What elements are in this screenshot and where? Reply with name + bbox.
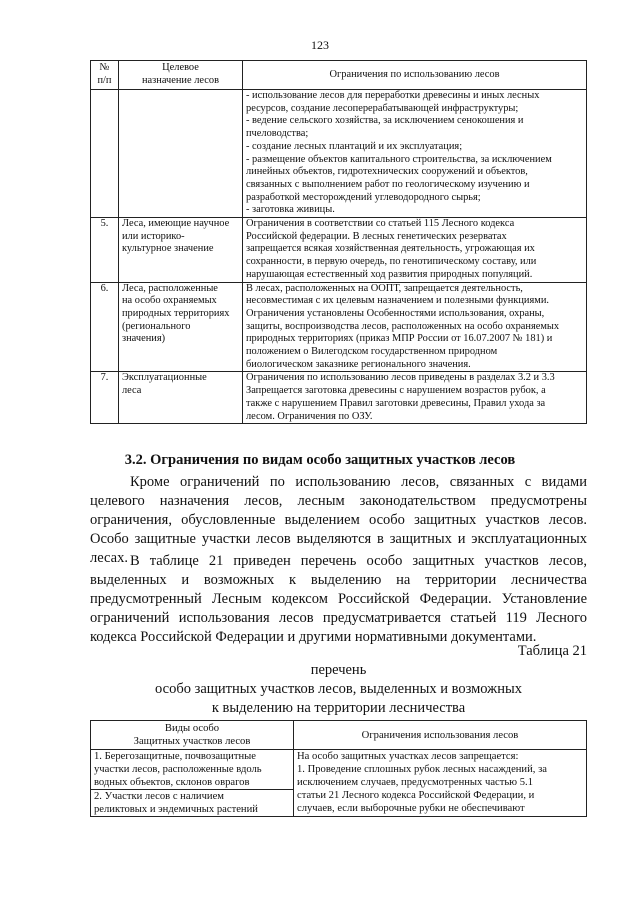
cell-line: участки лесов, расположенные вдоль bbox=[94, 764, 262, 775]
cell-line: Ограничения по использованию лесов приведены в разделах 3.2 и 3.3 bbox=[246, 372, 555, 384]
row-number: 7. bbox=[91, 372, 119, 424]
paragraph-line: Кроме ограничений по использованию лесов, связанных с видами bbox=[130, 474, 587, 490]
section-title: 3.2. Ограничения по видам особо защитных участков лесов bbox=[124, 452, 516, 468]
cell-line: связанных с выполнением работ по геологическому изучению и bbox=[246, 178, 530, 190]
paragraph-line: кодекса Российской Федерации и другими нормативными документами. bbox=[90, 629, 537, 646]
cell-line: случаев, если выборочные рубки не обеспечивают bbox=[297, 803, 525, 814]
cell-line: лесом. Ограничения по ОЗУ. bbox=[246, 410, 373, 422]
row-number: 5. bbox=[91, 218, 119, 283]
purpose-cell bbox=[119, 218, 243, 283]
page-number: 123 bbox=[311, 38, 329, 52]
cell-line: Леса, расположенные bbox=[122, 282, 218, 294]
cell-line: положением о Вилегодском государственном природном bbox=[246, 346, 498, 358]
cell-line: - размещение объектов капитального строительства, за исключением bbox=[246, 153, 552, 165]
cell-line: водных объектов, склонов оврагов bbox=[94, 777, 250, 788]
cell-line: сохранности, в первую очередь, по генотипическому составу, или bbox=[246, 256, 537, 268]
restrictions-cell bbox=[243, 90, 587, 218]
cell-line: разработкой месторождений углеводородного сырья; bbox=[246, 191, 481, 203]
header-restrictions: Ограничения использования лесов bbox=[294, 721, 587, 750]
cell-line: значения) bbox=[122, 333, 166, 345]
paragraph-line: Особо защитные участки лесов выделяются в защитных и эксплуатационных bbox=[90, 531, 587, 548]
cell-line: Эксплуатационные bbox=[122, 372, 207, 384]
paragraph-line: лесах. bbox=[90, 550, 128, 567]
cell-line: запрещается всякая хозяйственная деятельность, угрожающая их bbox=[246, 243, 535, 255]
row-number: 6. bbox=[91, 282, 119, 372]
table-row bbox=[91, 90, 587, 218]
cell-line: природных территориях bbox=[122, 307, 230, 319]
cell-line: - заготовка живицы. bbox=[246, 204, 335, 216]
cell-line: несовместимая с их целевым назначением и полезными функциями. bbox=[246, 295, 549, 307]
paragraph-line: предусмотренный Лесным кодексом Российской Федерации. Установление bbox=[90, 591, 587, 608]
table-row bbox=[91, 750, 587, 790]
cell-line: или историко- bbox=[122, 230, 185, 242]
table-row bbox=[91, 372, 587, 424]
paragraph-line: выделенных и возможных к выделению на территории лесничества bbox=[90, 572, 587, 589]
purpose-cell bbox=[119, 282, 243, 372]
restrictions-by-purpose-table bbox=[90, 60, 587, 424]
table-label: Таблица 21 bbox=[517, 643, 587, 659]
cell-line: (регионального bbox=[122, 320, 191, 332]
cell-line: 1. Берегозащитные, почвозащитные bbox=[94, 751, 256, 762]
paragraph-line: В таблице 21 приведен перечень особо защитных участков лесов, bbox=[130, 553, 587, 569]
kind-cell bbox=[91, 790, 294, 817]
cell-line: ресурсов, создание лесоперерабатывающей инфраструктуры; bbox=[246, 102, 519, 114]
restrictions-cell bbox=[294, 750, 587, 817]
table-row bbox=[91, 282, 587, 372]
cell-line: леса bbox=[122, 385, 142, 397]
cell-line: пчеловодства; bbox=[246, 128, 309, 140]
table-caption-line3: к выделению на территории лесничества bbox=[211, 700, 466, 716]
page-bottom-margin bbox=[0, 823, 640, 913]
cell-line: на особо охраняемых bbox=[122, 295, 217, 307]
cell-line: Российской федерации. В лесных генетических резерватах bbox=[246, 230, 507, 242]
table-header-row bbox=[91, 721, 587, 750]
cell-line: На особо защитных участках лесов запрещается: bbox=[297, 751, 519, 762]
cell-line: - создание лесных плантаций и их эксплуатация; bbox=[246, 140, 463, 152]
header-restrictions: Ограничения по использованию лесов bbox=[243, 61, 587, 90]
table-header-row bbox=[91, 61, 587, 90]
purpose-cell bbox=[119, 90, 243, 218]
cell-line: культурное значение bbox=[122, 243, 214, 255]
cell-line: - использование лесов для переработки древесины и иных лесных bbox=[246, 90, 540, 101]
cell-line: - ведение сельского хозяйства, за исключением сенокошения и bbox=[246, 115, 524, 127]
paragraph-2 bbox=[90, 552, 587, 647]
cell-line: Ограничения в соответствии со статьей 115 Лесного кодекса bbox=[246, 218, 515, 230]
cell-line: Запрещается заготовка древесины с нарушением возрастов рубок, а bbox=[246, 385, 546, 397]
header-purpose: Целевое назначение лесов bbox=[119, 61, 243, 90]
cell-line: защиты, воспроизводства лесов, расположенных на особо охраняемых bbox=[246, 320, 560, 332]
row-number bbox=[91, 90, 119, 218]
cell-line: Ограничения установлены Особенностями использования, охраны, bbox=[246, 307, 545, 319]
restrictions-cell bbox=[243, 218, 587, 283]
restrictions-cell bbox=[243, 372, 587, 424]
table-caption-line2: особо защитных участков лесов, выделенных и возможных bbox=[155, 681, 522, 697]
cell-line: природных территориях (приказ МПР России от 16.07.2007 № 181) и bbox=[246, 333, 553, 345]
cell-line: 2. Участки лесов с наличием bbox=[94, 791, 224, 802]
cell-line: В лесах, расположенных на ООПТ, запрещается деятельность, bbox=[246, 282, 523, 294]
table-row bbox=[91, 218, 587, 283]
paragraph-line: целевого назначения лесов, лесным законодательством предусмотрены bbox=[90, 493, 587, 510]
protective-areas-table bbox=[90, 720, 587, 817]
cell-line: нарушающая естественный ход развития природных популяций. bbox=[246, 268, 533, 280]
cell-line: реликтовых и эндемичных растений bbox=[94, 804, 258, 815]
cell-line: 1. Проведение сплошных рубок лесных насаждений, за bbox=[297, 764, 547, 775]
cell-line: линейных объектов, гидротехнических сооружений и объектов, bbox=[246, 166, 528, 178]
kind-cell bbox=[91, 750, 294, 790]
cell-line: Леса, имеющие научное bbox=[122, 218, 230, 230]
restrictions-cell bbox=[243, 282, 587, 372]
cell-line: также с нарушением Правил заготовки древесины, Правил ухода за bbox=[246, 397, 546, 409]
header-kinds: Виды особо Защитных участков лесов bbox=[91, 721, 294, 750]
paragraph-line: ограничений использования лесов предусматривается статьей 119 Лесного bbox=[90, 610, 587, 627]
cell-line: исключением случаев, предусмотренных частью 5.1 bbox=[297, 777, 533, 788]
table-caption-line1: перечень bbox=[310, 662, 367, 678]
cell-line: статьи 21 Лесного кодекса Российской Федерации, и bbox=[297, 790, 535, 801]
cell-line: биологическом заказнике регионального значения. bbox=[246, 358, 471, 370]
purpose-cell bbox=[119, 372, 243, 424]
header-num: № п/п bbox=[91, 61, 119, 90]
paragraph-line: ограничения, обусловленные выделением особо защитных участков лесов. bbox=[90, 512, 587, 529]
